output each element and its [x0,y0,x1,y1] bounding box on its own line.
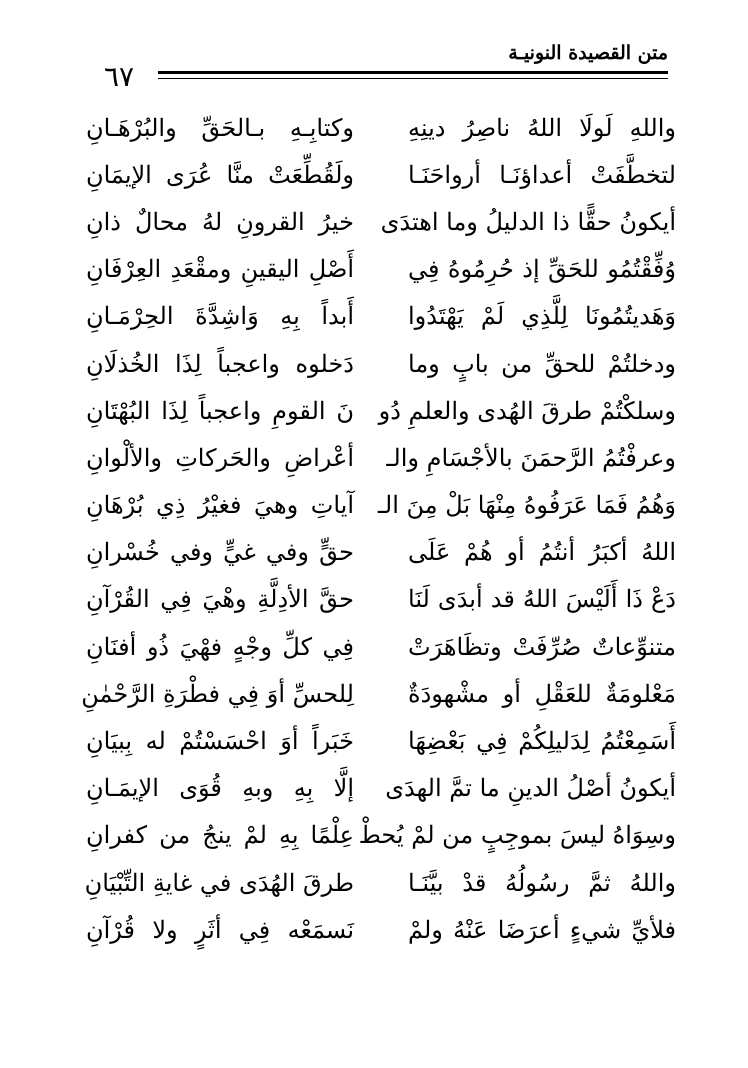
hemistich-left: نَ القومِ واعجباً لِذَا البُهْتَانِ [86,396,354,425]
hemistich-right: لتخطَّفَتْ أعداؤنَـا أرواحَنَـا [408,160,676,189]
hemistich-right: وسلكْتُمْ طرقَ الهُدى والعلمِ دُو [378,396,676,425]
verse-row [86,198,676,245]
verse-row [86,529,676,576]
hemistich-right: اللهُ أكبَرُ أنتُمُ أو هُمْ عَلَى [408,538,676,567]
hemistich-left: وكتابِـهِ بـالحَقِّ والبُرْهَـانِ [86,113,354,142]
hemistich-left: حقٍّ وفي غيٍّ وفي خُسْرانِ [86,538,354,567]
hemistich-right: مَعْلومَةٌ للعَقْلِ أو مشْهودَةٌ [408,679,676,708]
hemistich-right: واللهُ ثمَّ رسُولُهُ قدْ بيَّنَـا [408,868,676,897]
hemistich-left: أَبداً بِهِ وَاشِدَّةَ الحِرْمَـانِ [86,302,354,331]
hemistich-right: وسِوَاهُ ليسَ بموجِبٍ من لمْ يُحطْ [358,821,676,850]
hemistich-right: وُفِّقْتُمُو للحَقِّ إذ حُرِمُوهُ فِي [408,255,676,284]
hemistich-right: متنوِّعاتٌ صُرِّفَتْ وتظَاهَرَتْ [408,632,676,661]
page-number: ٦٧ [104,60,135,93]
hemistich-left: حقَّ الأدِلَّةِ وهْيَ فِي القُرْآنِ [86,585,354,614]
header-rule-thin [158,78,668,79]
verse-row [86,576,676,623]
hemistich-left: عِلْمًا بِهِ لمْ ينجُ من كفرانِ [86,821,354,850]
hemistich-left: طرقَ الهُدَى في غايةِ التِّبْيَانِ [84,868,354,897]
hemistich-left: آياتِ وهيَ فغيْرُ ذِي بُرْهَانِ [86,491,354,520]
verse-row [86,387,676,434]
hemistich-left: أعْراضِ والحَركاتِ والألْوانِ [86,443,354,472]
hemistich-left: لِلحسِّ أوَ فِي فطْرَةِ الرَّحْمٰنِ [81,679,354,708]
hemistich-right: أيكونُ حقًّا ذا الدليلُ وما اهتدَى [380,207,676,236]
verse-row [86,765,676,812]
hemistich-right: ودخلتُمْ للحقِّ من بابٍ وما [408,349,676,378]
hemistich-right: وَهَديتُمُونَا لِلَّذِي لَمْ يَهْتَدُوا [408,302,676,331]
verse-row [86,246,676,293]
hemistich-right: أيكونُ أصْلُ الدينِ ما تمَّ الهدَى [385,774,676,803]
header-rule-thick [158,71,668,74]
running-title: متن القصيدة النونيـة [508,42,668,64]
verse-row [86,340,676,387]
verse-list [81,104,676,953]
hemistich-left: إلَّا بِهِ وبهِ قُوَى الإيمَـانِ [86,774,354,803]
hemistich-right: واللهِ لَولَا اللهُ ناصِرُ دينِهِ [408,113,676,142]
hemistich-right: أَسَمِعْتُمُ لِدَليلِكُمْ فِي بَعْضِهَا [408,727,676,756]
hemistich-right: وَهُمُ فَمَا عَرَفُوهُ مِنْهَا بَلْ مِنَ الـ [377,491,676,520]
verse-row [86,104,676,151]
verse-row [86,717,676,764]
verse-row [81,670,676,717]
verse-row [86,151,676,198]
hemistich-right: وعرفْتُمُ الرَّحمَنَ بالأجْسَامِ والـ [386,443,676,472]
verse-row [86,482,676,529]
hemistich-left: أَصْلِ اليقينِ ومقْعَدِ العِرْفَانِ [86,255,354,284]
verse-row [86,812,676,859]
verse-row [86,434,676,481]
hemistich-left: ولَقُطِّعَتْ منَّا عُرَى الإيمَانِ [86,160,354,189]
hemistich-left: خيرُ القرونِ لهُ محالٌ ذانِ [86,207,354,236]
hemistich-right: فلأيِّ شيءٍ أعرَضَا عَنْهُ ولمْ [408,915,676,944]
verse-row [86,293,676,340]
verse-row [86,859,676,906]
page-header [102,38,668,93]
verse-row [86,623,676,670]
hemistich-left: فِي كلِّ وجْهٍ فهْيَ ذُو أفنَانِ [86,632,354,661]
hemistich-left: خَبَراً أوَ احْسَسْتُمْ له بِبيَانِ [86,727,354,756]
verse-row [86,906,676,953]
hemistich-right: دَعْ ذَا أَلَيْسَ اللهُ قد أبدَى لَنَا [408,585,676,614]
hemistich-left: دَخلوه واعجباً لِذَا الخُذلَانِ [86,349,354,378]
hemistich-left: نَسمَعْه فِي أثَرٍ ولا قُرْآنِ [86,915,354,944]
